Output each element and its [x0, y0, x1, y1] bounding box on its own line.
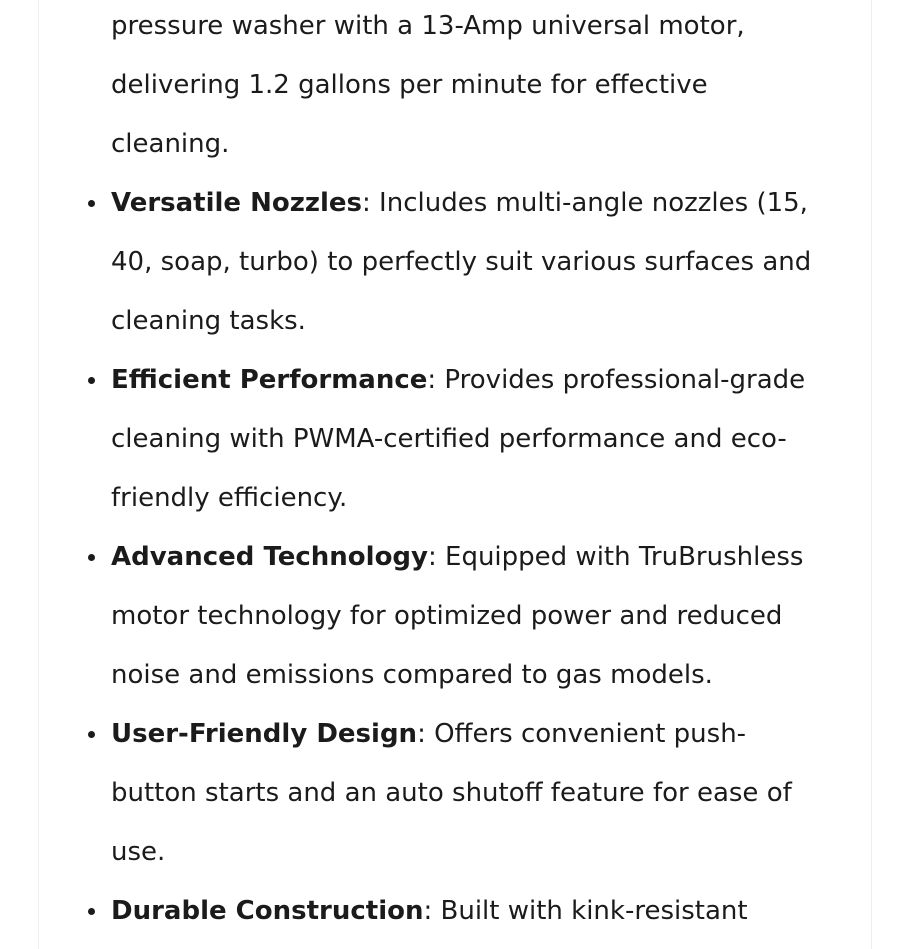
feature-text: button starts and an auto shutoff feature for ease of — [111, 778, 792, 808]
feature-text: motor technology for optimized power and reduced — [111, 601, 783, 631]
intro-line: pressure washer with a 13-Amp universal motor, — [111, 11, 745, 41]
feature-text: : Equipped with TruBrushless — [428, 542, 804, 572]
feature-text: : Offers convenient push- — [417, 719, 747, 749]
feature-item-durable-construction — [111, 882, 841, 941]
feature-item-versatile-nozzles — [111, 174, 841, 351]
feature-text: : Built with kink-resistant — [423, 896, 748, 926]
feature-text: friendly efficiency. — [111, 483, 348, 513]
feature-text: : Includes multi-angle nozzles (15, — [362, 188, 808, 218]
feature-term: Durable Construction — [111, 896, 424, 926]
intro-line: delivering 1.2 gallons per minute for effective — [111, 70, 708, 100]
feature-text: 40, soap, turbo) to perfectly suit various surfaces and — [111, 247, 812, 277]
feature-text: noise and emissions compared to gas models. — [111, 660, 713, 690]
feature-text: cleaning with PWMA-certified performance and eco- — [111, 424, 787, 454]
feature-term: User-Friendly Design — [111, 719, 418, 749]
feature-text: cleaning tasks. — [111, 306, 306, 336]
feature-item-efficient-performance — [111, 351, 841, 528]
feature-term: Advanced Technology — [111, 542, 428, 572]
feature-term: Efficient Performance — [111, 365, 428, 395]
feature-term: Versatile Nozzles — [111, 188, 363, 218]
feature-text: : Provides professional-grade — [427, 365, 806, 395]
feature-list — [111, 174, 841, 941]
product-description — [111, 0, 841, 941]
intro-paragraph — [111, 0, 841, 174]
feature-text: use. — [111, 837, 166, 867]
feature-item-advanced-technology — [111, 528, 841, 705]
feature-item-user-friendly-design — [111, 705, 841, 882]
intro-line: cleaning. — [111, 129, 230, 159]
